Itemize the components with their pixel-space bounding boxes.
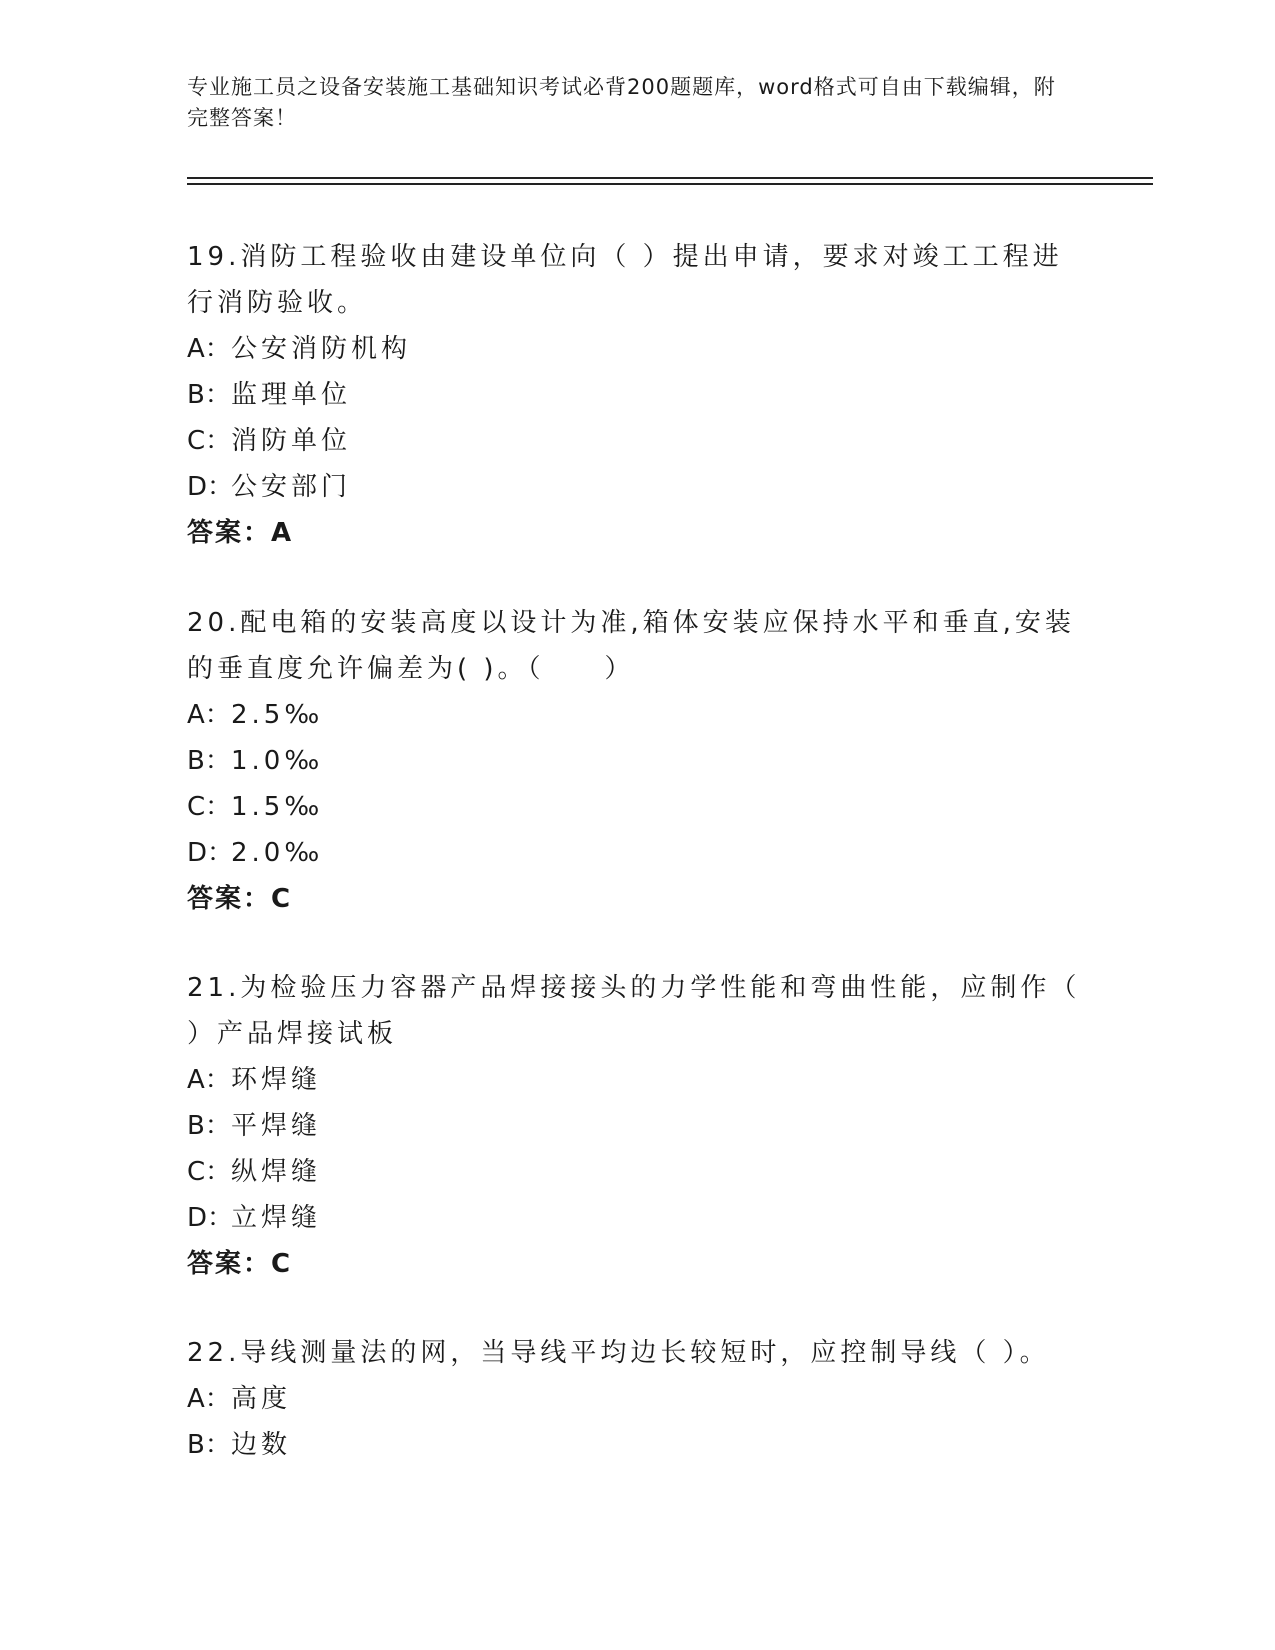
- question-19: [187, 234, 1087, 556]
- document-header: 专业施工员之设备安装施工基础知识考试必背200题题库，word格式可自由下载编辑，附完整答案！: [187, 75, 1056, 130]
- option-value: 高度: [231, 1384, 292, 1414]
- option-key: A：: [187, 1384, 231, 1414]
- question-text: 19.消防工程验收由建设单位向（ ）提出申请，要求对竣工工程进行消防验收。: [187, 242, 1063, 318]
- option-d: [187, 1195, 1087, 1241]
- option-b: [187, 372, 1087, 418]
- option-b: [187, 738, 1087, 784]
- option-c: [187, 418, 1087, 464]
- question-21: [187, 965, 1087, 1287]
- option-c: [187, 1149, 1087, 1195]
- question-22: [187, 1330, 1087, 1468]
- option-key: D：: [187, 838, 234, 868]
- answer: 答案：C: [187, 1249, 293, 1279]
- answer: 答案：C: [187, 884, 293, 914]
- option-value: 公安部门: [231, 472, 352, 502]
- option-key: B：: [187, 1430, 231, 1460]
- option-a: [187, 326, 1087, 372]
- option-b: [187, 1103, 1087, 1149]
- question-20: [187, 600, 1087, 922]
- option-key: D：: [187, 472, 234, 502]
- option-value: 消防单位: [231, 426, 352, 456]
- option-value: 2.0‰: [231, 838, 324, 868]
- option-value: 1.5‰: [231, 792, 324, 822]
- option-a: [187, 1057, 1087, 1103]
- answer: 答案：A: [187, 518, 294, 548]
- option-value: 环焊缝: [231, 1065, 322, 1095]
- option-key: A：: [187, 700, 231, 730]
- option-d: [187, 830, 1087, 876]
- header-divider-bottom: [187, 183, 1153, 185]
- option-key: B：: [187, 380, 231, 410]
- option-value: 边数: [231, 1430, 292, 1460]
- option-key: A：: [187, 1065, 231, 1095]
- option-key: C：: [187, 792, 232, 822]
- header-divider-top: [187, 177, 1153, 179]
- option-value: 2.5‰: [231, 700, 324, 730]
- question-text: 21.为检验压力容器产品焊接接头的力学性能和弯曲性能，应制作（ ）产品焊接试板: [187, 973, 1081, 1049]
- option-key: B：: [187, 746, 231, 776]
- option-value: 平焊缝: [231, 1111, 322, 1141]
- option-value: 纵焊缝: [231, 1157, 322, 1187]
- option-a: [187, 1376, 1087, 1422]
- question-text: 22.导线测量法的网，当导线平均边长较短时，应控制导线（ ）。: [187, 1338, 1050, 1368]
- option-key: D：: [187, 1203, 234, 1233]
- option-key: C：: [187, 1157, 232, 1187]
- question-text: 20.配电箱的安装高度以设计为准,箱体安装应保持水平和垂直,安装的垂直度允许偏差为( )。（ ）: [187, 608, 1075, 684]
- option-value: 立焊缝: [231, 1203, 322, 1233]
- option-c: [187, 784, 1087, 830]
- option-key: A：: [187, 334, 231, 364]
- option-value: 监理单位: [231, 380, 352, 410]
- option-value: 1.0‰: [231, 746, 324, 776]
- option-key: B：: [187, 1111, 231, 1141]
- option-d: [187, 464, 1087, 510]
- option-b: [187, 1422, 1087, 1468]
- option-value: 公安消防机构: [231, 334, 412, 364]
- option-key: C：: [187, 426, 232, 456]
- option-a: [187, 692, 1087, 738]
